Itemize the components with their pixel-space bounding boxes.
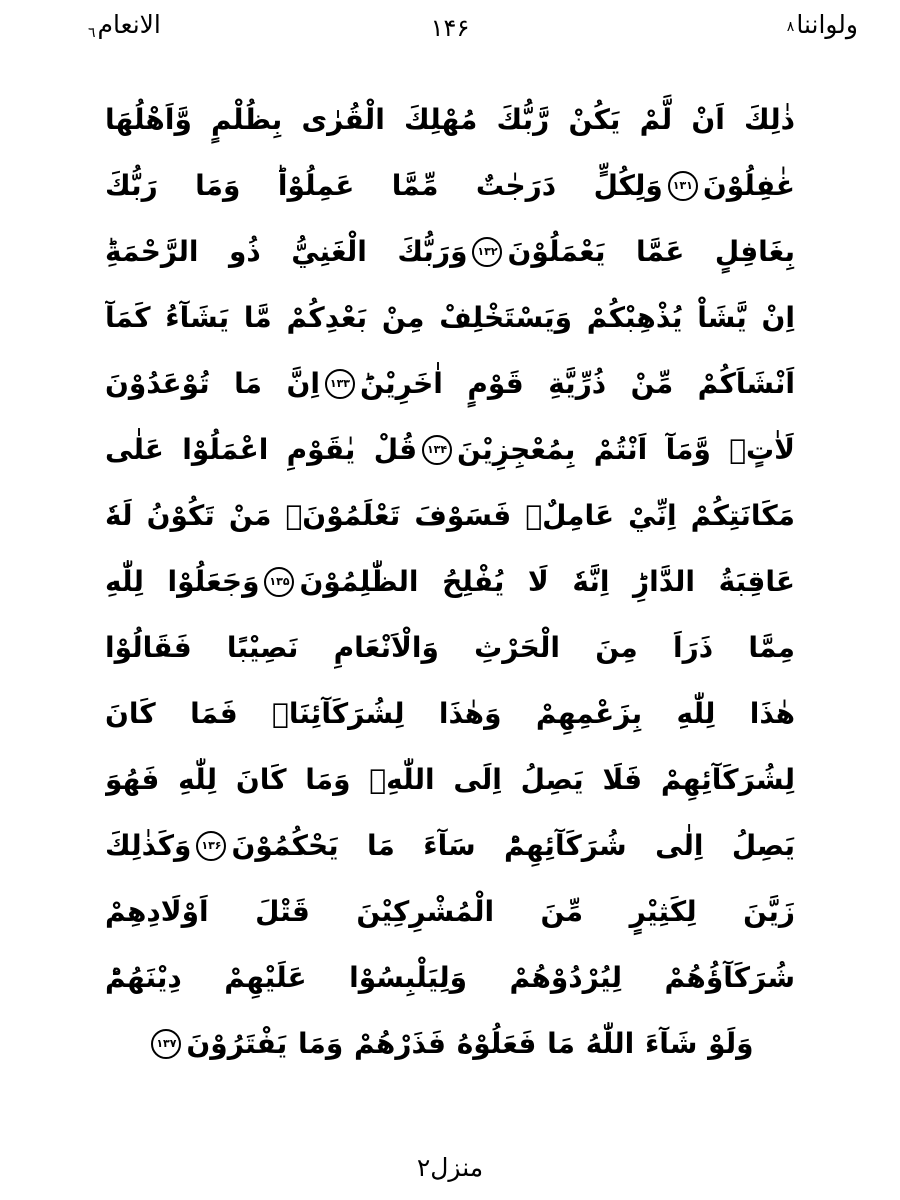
ayah-end-marker: ۱۳۳ [325,369,355,399]
ayah-end-marker: ۱۳۷ [151,1029,181,1059]
verse-text: اِنَّ مَا تُوْعَدُوْنَ [105,367,320,400]
quran-line [105,220,795,286]
verse-text: يَصِلُ اِلٰى شُرَكَآئِهِمْؕ سَآءَ مَا يَحْكُمُوْنَ [231,829,795,862]
quran-line [105,484,795,550]
quran-line [105,154,795,220]
ayah-end-marker: ۱۳۴ [422,435,452,465]
quran-line [105,88,795,154]
verse-text: مَكَانَتِكُمْ اِنِّيْ عَامِلٌۚ فَسَوْفَ تَعْلَمُوْنَۙ مَنْ تَكُوْنُ لَهٗ [105,499,795,532]
quran-line [105,682,795,748]
verse-text: وَكَذٰلِكَ [105,829,192,862]
verse-text: وَرَبُّكَ الْغَنِيُّ ذُو الرَّحْمَةِؕ [105,235,468,268]
ayah-end-marker: ۱۳۱ [668,171,698,201]
verse-text: هٰذَا لِلّٰهِ بِزَعْمِهِمْ وَهٰذَا لِشُرَكَآئِنَاۚ فَمَا كَانَ [105,697,795,730]
verse-text: شُرَكَآؤُهُمْ لِيُرْدُوْهُمْ وَلِيَلْبِسُوْا عَلَيْهِمْ دِيْنَهُمْؕ [105,961,795,994]
page-header [0,6,900,50]
verse-text: اَنْشَاَكُمْ مِّنْ ذُرِّيَّةِ قَوْمٍ اٰخَرِيْنَؕ [359,367,795,400]
ayah-end-marker: ۱۳۶ [196,831,226,861]
verse-text: لِشُرَكَآئِهِمْ فَلَا يَصِلُ اِلَى اللّٰهِۚ وَمَا كَانَ لِلّٰهِ فَهُوَ [105,763,795,796]
quran-line [105,286,795,352]
verse-text: قُلْ يٰقَوْمِ اعْمَلُوْا عَلٰى [105,433,418,466]
verse-text: غٰفِلُوْنَ [702,169,795,202]
quran-line [105,880,795,946]
juz-marker [787,10,858,39]
verse-text: وَلِكُلٍّ دَرَجٰتٌ مِّمَّا عَمِلُوْاؕ وَمَا رَبُّكَ [105,169,663,202]
verse-text: لَاٰتٍۙ وَّمَآ اَنْتُمْ بِمُعْجِزِيْنَ [457,433,795,466]
quran-line [105,748,795,814]
manzil-label: منزل [430,1153,484,1182]
surah-name: الانعام [97,10,161,39]
verse-text: بِغَافِلٍ عَمَّا يَعْمَلُوْنَ [507,235,795,268]
juz-number: ٨ [786,19,795,35]
surah-number: ٦ [88,25,96,41]
quran-line [105,814,795,880]
quran-line [105,616,795,682]
page-number: ۱۴۶ [430,14,470,42]
verse-text: مِمَّا ذَرَاَ مِنَ الْحَرْثِ وَالْاَنْعَامِ نَصِيْبًا فَقَالُوْا [105,631,795,664]
quran-line [105,550,795,616]
juz-name: ولواننا [796,10,858,39]
verse-text: زَيَّنَ لِكَثِيْرٍ مِّنَ الْمُشْرِكِيْنَ قَتْلَ اَوْلَادِهِمْ [105,895,795,928]
ayah-end-marker: ۱۳۵ [264,567,294,597]
quran-line [105,418,795,484]
quran-line [105,1012,795,1078]
verse-text: ذٰلِكَ اَنْ لَّمْ يَكُنْ رَّبُّكَ مُهْلِكَ الْقُرٰى بِظُلْمٍ وَّاَهْلُهَا [105,103,795,136]
quran-line [105,946,795,1012]
manzil-number: ۲ [416,1153,431,1182]
quran-line [105,352,795,418]
verse-text: عَاقِبَةُ الدَّارِؕ اِنَّهٗ لَا يُفْلِحُ الظّٰلِمُوْنَ [299,565,795,598]
ayah-end-marker: ۱۳۲ [472,237,502,267]
verse-text: وَلَوْ شَآءَ اللّٰهُ مَا فَعَلُوْهُ فَذَرْهُمْ وَمَا يَفْتَرُوْنَ [186,1027,754,1060]
page-footer [0,1153,900,1182]
verse-text: وَجَعَلُوْا لِلّٰهِ [105,565,260,598]
surah-marker [88,10,161,39]
verse-text: اِنْ يَّشَاْ يُذْهِبْكُمْ وَيَسْتَخْلِفْ مِنْ بَعْدِكُمْ مَّا يَشَآءُ كَمَآ [105,301,795,334]
quran-text-block [105,88,795,1078]
